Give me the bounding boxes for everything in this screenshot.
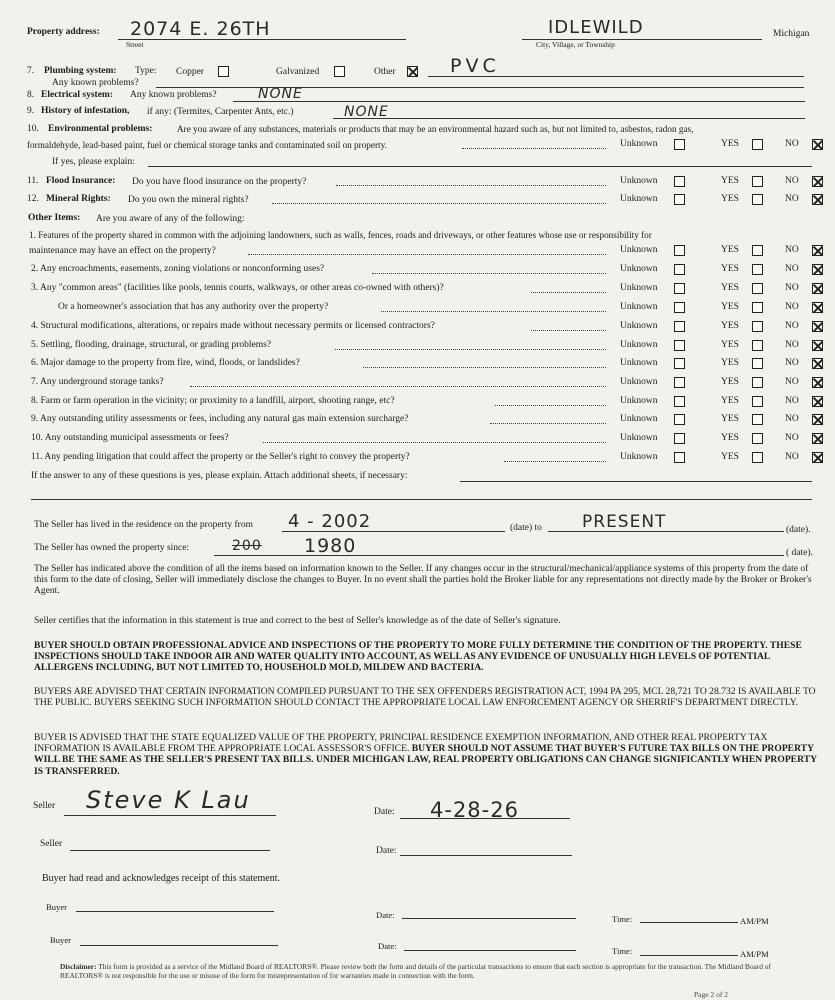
row-yes-label: YES [721,264,739,274]
item1-unknown-checkbox[interactable] [674,245,685,256]
other-items-heading: Other Items: [28,213,81,223]
electrical-value[interactable]: NONE [258,86,303,102]
row-unknown-checkbox[interactable] [674,283,685,294]
row-no-checkbox[interactable] [812,283,823,294]
lived-label: The Seller has lived in the residence on the property from [34,520,253,530]
row-yes-checkbox[interactable] [752,452,763,463]
tax-paragraph-bold: BUYER SHOULD NOT ASSUME THAT BUYER'S FUTURE TAX BILLS ON THE PROPERTY WILL BE THE SAME AS THE SELLER'S PRESENT TAX BILLS. UNDER MICHIGAN LAW, REAL PROPERTY OBLIGATIONS CAN CHANGE SIGNIFICANTLY WHEN PROPERTY IS TRANSFERRED. [34,743,817,777]
buyer-ack-text: Buyer had read and acknowledges receipt of this statement. [42,873,280,884]
row-unknown-label: Unknown [620,433,658,443]
row-unknown-checkbox[interactable] [674,414,685,425]
other-item-row-label: 8. Farm or farm operation in the vicinity; or proximity to a landfill, airport, shooting range, etc? [31,396,395,406]
env-yes-label: YES [721,139,739,149]
flood-label: Flood Insurance: [46,176,116,186]
row-no-label: NO [785,358,799,368]
env-no-label: NO [785,139,799,149]
mineral-no-label: NO [785,194,799,204]
row-unknown-checkbox[interactable] [674,264,685,275]
electrical-label: Electrical system: [41,90,114,100]
property-address-label: Property address: [27,27,100,37]
row-unknown-checkbox[interactable] [674,396,685,407]
electrical-question: Any known problems? [130,90,217,100]
mineral-label: Mineral Rights: [46,194,111,204]
other-item-1-line1: 1. Features of the property shared in common with the adjoining landowners, such as walls, fences, roads and driveways, or other features whose use or responsibility for [29,230,652,240]
disclaimer [60,962,790,980]
plumbing-other-value[interactable]: PVC [450,55,500,77]
row-yes-checkbox[interactable] [752,414,763,425]
owned-label: The Seller has owned the property since: [34,543,190,553]
buyer-advice-paragraph: BUYER SHOULD OBTAIN PROFESSIONAL ADVICE AND INSPECTIONS OF THE PROPERTY TO MORE FULLY DETERMINE THE CONDITION OF THE PROPERTY. THESE INSPECTIONS SHOULD TAKE INDOOR AIR AND WATER QUALITY INTO ACCOUNT, AS WELL AS ANY EVIDENCE OF UNUSUALLY HIGH LEVELS OF POTENTIAL ALLERGENS INCLUDING, BUT NOT LIMITED TO, HOUSEHOLD MOLD, MILDEW AND BACTERIA. [34,640,802,674]
row-unknown-checkbox[interactable] [674,321,685,332]
lived-from-value[interactable]: 4 - 2002 [288,511,372,532]
plumbing-type-label: Type: [135,66,157,76]
flood-question: Do you have flood insurance on the property? [132,177,307,187]
item-9-number: 9. [27,106,35,116]
mineral-no-checkbox[interactable] [812,194,823,205]
owned-date-end: ( date). [786,548,813,558]
infestation-question: if any: (Termites, Carpenter Ants, etc.) [147,107,294,117]
address-value[interactable]: 2074 E. 26TH [130,18,271,40]
row-yes-checkbox[interactable] [752,340,763,351]
row-no-label: NO [785,414,799,424]
other-item-1-line2: maintenance may have an effect on the property? [29,246,216,256]
buyer-2-ampm: AM/PM [740,949,769,959]
other-label: Other [374,67,396,77]
row-no-label: NO [785,396,799,406]
other-items-explain: If the answer to any of these questions is yes, please explain. Attach additional sheets, if necessary: [31,471,408,481]
row-unknown-label: Unknown [620,283,658,293]
row-no-checkbox[interactable] [812,358,823,369]
buyer-1-time-label: Time: [612,914,633,924]
row-no-label: NO [785,264,799,274]
row-unknown-checkbox[interactable] [674,358,685,369]
other-item-row-label: 4. Structural modifications, alterations, or repairs made without necessary permits or licensed contractors? [31,321,435,331]
row-no-checkbox[interactable] [812,264,823,275]
mineral-yes-checkbox[interactable] [752,194,763,205]
infestation-value[interactable]: NONE [344,104,389,120]
row-yes-checkbox[interactable] [752,358,763,369]
lived-to-value[interactable]: PRESENT [582,512,667,532]
seller-certifies-paragraph: Seller certifies that the information in this statement is true and correct to the best of Seller's knowledge as of the date of Seller's signature. [34,616,561,626]
env-explain-label: If yes, please explain: [52,157,135,167]
tax-paragraph-normal: BUYER IS ADVISED THAT THE STATE EQUALIZED VALUE OF THE PROPERTY, PRINCIPAL RESIDENCE EXEMPTION INFORMATION, AND OTHER REAL PROPERTY TAX INFORMATION IS AVAILABLE FROM THE APPROPRIATE LOCAL ASSESSOR'S OFFICE. [34,732,768,755]
owned-struck-value: 200 [232,538,262,554]
row-yes-label: YES [721,414,739,424]
item1-no-label: NO [785,245,799,255]
seller-1-signature[interactable]: Steve K Lau [86,786,251,814]
row-no-checkbox[interactable] [812,452,823,463]
row-unknown-checkbox[interactable] [674,433,685,444]
item-11-number: 11. [27,176,39,186]
row-unknown-label: Unknown [620,358,658,368]
other-item-row-label: 6. Major damage to the property from fire, wind, floods, or landslides? [31,358,300,368]
street-label: Street [126,40,144,49]
row-no-checkbox[interactable] [812,396,823,407]
env-unknown-checkbox[interactable] [674,139,685,150]
row-no-label: NO [785,340,799,350]
row-no-checkbox[interactable] [812,377,823,388]
other-item-row-label: 5. Settling, flooding, drainage, structural, or grading problems? [31,340,272,350]
row-no-label: NO [785,302,799,312]
other-item-row-label: 10. Any outstanding municipal assessments or fees? [31,433,229,443]
row-yes-checkbox[interactable] [752,433,763,444]
owned-value[interactable]: 1980 [304,535,357,557]
item1-no-checkbox[interactable] [812,245,823,256]
mineral-question: Do you own the mineral rights? [128,195,249,205]
item-12-number: 12. [27,194,39,204]
buyer-2-date-label: Date: [378,941,397,951]
row-yes-checkbox[interactable] [752,302,763,313]
mineral-unknown-checkbox[interactable] [674,194,685,205]
row-yes-label: YES [721,321,739,331]
flood-unknown-checkbox[interactable] [674,176,685,187]
seller-1-date-value[interactable]: 4-28-26 [430,798,519,822]
plumbing-label: Plumbing system: [44,66,117,76]
item-7-number: 7. [27,66,35,76]
environmental-text-2: formaldehyde, lead-based paint, fuel or chemical storage tanks and contaminated soil on property. [27,140,387,150]
environmental-text-1: Are you aware of any substances, materials or products that may be an environmental hazard such as, but not limited to, asbestos, radon gas, [177,124,694,134]
seller-1-label: Seller [33,801,56,811]
buyer-1-ampm: AM/PM [740,916,769,926]
flood-no-checkbox[interactable] [812,176,823,187]
row-no-label: NO [785,452,799,462]
other-item-row-label: 11. Any pending litigation that could affect the property or the Seller's right to convey the property? [31,452,410,462]
other-items-intro: Are you aware of any of the following: [96,214,245,224]
row-unknown-label: Unknown [620,340,658,350]
row-no-label: NO [785,433,799,443]
disclaimer-text: This form is provided as a service of the Midland Board of REALTORS®. Please review both the form and details of the particular transactions to ensure that each section is appropriate for the transaction. The Midland Board of REALTORS® is not responsible for the use or misuse of the form for misrepresentation of for warranties made in connection with the form. [60,962,771,980]
other-item-row-label: 3. Any "common areas" (facilities like pools, tennis courts, walkways, or other areas co-owned with others)? [31,283,444,293]
row-unknown-label: Unknown [620,396,658,406]
row-unknown-label: Unknown [620,264,658,274]
copper-label: Copper [176,67,204,77]
row-unknown-checkbox[interactable] [674,452,685,463]
row-unknown-checkbox[interactable] [674,302,685,313]
environmental-label: Environmental problems: [48,124,153,134]
buyer-2-label: Buyer [50,935,72,945]
other-item-row-label: Or a homeowner's association that has any authority over the property? [58,302,329,312]
mineral-unknown-label: Unknown [620,194,658,204]
lived-date-end: (date). [786,525,811,535]
row-yes-label: YES [721,452,739,462]
row-yes-checkbox[interactable] [752,377,763,388]
row-no-label: NO [785,283,799,293]
row-yes-label: YES [721,283,739,293]
row-yes-label: YES [721,340,739,350]
city-value[interactable]: IDLEWILD [548,17,644,38]
row-no-checkbox[interactable] [812,302,823,313]
other-checkbox[interactable] [407,66,418,77]
state-label: Michigan [773,29,810,39]
row-unknown-checkbox[interactable] [674,340,685,351]
flood-no-label: NO [785,176,799,186]
sex-offenders-paragraph: BUYERS ARE ADVISED THAT CERTAIN INFORMATION COMPILED PURSUANT TO THE SEX OFFENDERS REGISTRATION ACT, 1994 PA 295, MCL 28,721 TO 28.732 IS AVAILABLE TO THE PUBLIC. BUYERS SEEKING SUCH INFORMATION SHOULD CONTACT THE APPROPRIATE LOCAL LAW ENFORCEMENT AGENCY OR SHERRIF'S DEPARTMENT DIRECTLY. [34,686,816,709]
row-yes-label: YES [721,396,739,406]
env-yes-checkbox[interactable] [752,139,763,150]
tax-paragraph [34,732,818,777]
seller-indicated-paragraph: The Seller has indicated above the condition of all the items based on information known to the Seller. If any changes occur in the structural/mechanical/appliance systems of this property from the date of this form to the date of closing, Seller will immediately disclose the changes to Buyer. In no event shall the parties hold the Broker liable for any representations not directly made by the Broker or Broker's Agent. [34,564,812,596]
row-yes-checkbox[interactable] [752,283,763,294]
galvanized-label: Galvanized [276,67,320,77]
copper-checkbox[interactable] [218,66,229,77]
galvanized-checkbox[interactable] [334,66,345,77]
other-item-row-label: 2. Any encroachments, easements, zoning violations or nonconforming uses? [31,264,325,274]
row-yes-label: YES [721,358,739,368]
other-item-row-label: 7. Any underground storage tanks? [31,377,164,387]
row-yes-checkbox[interactable] [752,321,763,332]
row-no-checkbox[interactable] [812,321,823,332]
buyer-1-label: Buyer [46,902,68,912]
lived-date-to-label: (date) to [510,523,542,533]
row-yes-checkbox[interactable] [752,264,763,275]
city-label: City, Village, or Township [536,40,615,49]
row-yes-label: YES [721,433,739,443]
row-no-checkbox[interactable] [812,433,823,444]
item-8-number: 8. [27,90,35,100]
row-yes-checkbox[interactable] [752,396,763,407]
row-unknown-label: Unknown [620,302,658,312]
item1-unknown-label: Unknown [620,245,658,255]
flood-unknown-label: Unknown [620,176,658,186]
row-unknown-label: Unknown [620,321,658,331]
disclaimer-label: Disclaimer: [60,962,97,971]
row-unknown-label: Unknown [620,377,658,387]
item-10-number: 10. [27,124,39,134]
row-no-checkbox[interactable] [812,414,823,425]
row-no-label: NO [785,377,799,387]
plumbing-problems-label: Any known problems? [52,78,139,88]
item1-yes-label: YES [721,245,739,255]
env-unknown-label: Unknown [620,139,658,149]
page-number: Page 2 of 2 [694,990,728,999]
seller-2-label: Seller [40,839,63,849]
other-item-row-label: 9. Any outstanding utility assessments or fees, including any natural gas main extension surcharge? [31,414,409,424]
seller-1-date-label: Date: [374,807,395,817]
buyer-1-date-label: Date: [376,910,395,920]
row-yes-label: YES [721,302,739,312]
flood-yes-checkbox[interactable] [752,176,763,187]
row-unknown-checkbox[interactable] [674,377,685,388]
row-no-label: NO [785,321,799,331]
item1-yes-checkbox[interactable] [752,245,763,256]
row-unknown-label: Unknown [620,452,658,462]
buyer-2-time-label: Time: [612,946,633,956]
row-unknown-label: Unknown [620,414,658,424]
env-no-checkbox[interactable] [812,139,823,150]
flood-yes-label: YES [721,176,739,186]
infestation-label: History of infestation, [41,106,130,116]
mineral-yes-label: YES [721,194,739,204]
seller-2-date-label: Date: [376,846,397,856]
row-yes-label: YES [721,377,739,387]
row-no-checkbox[interactable] [812,340,823,351]
